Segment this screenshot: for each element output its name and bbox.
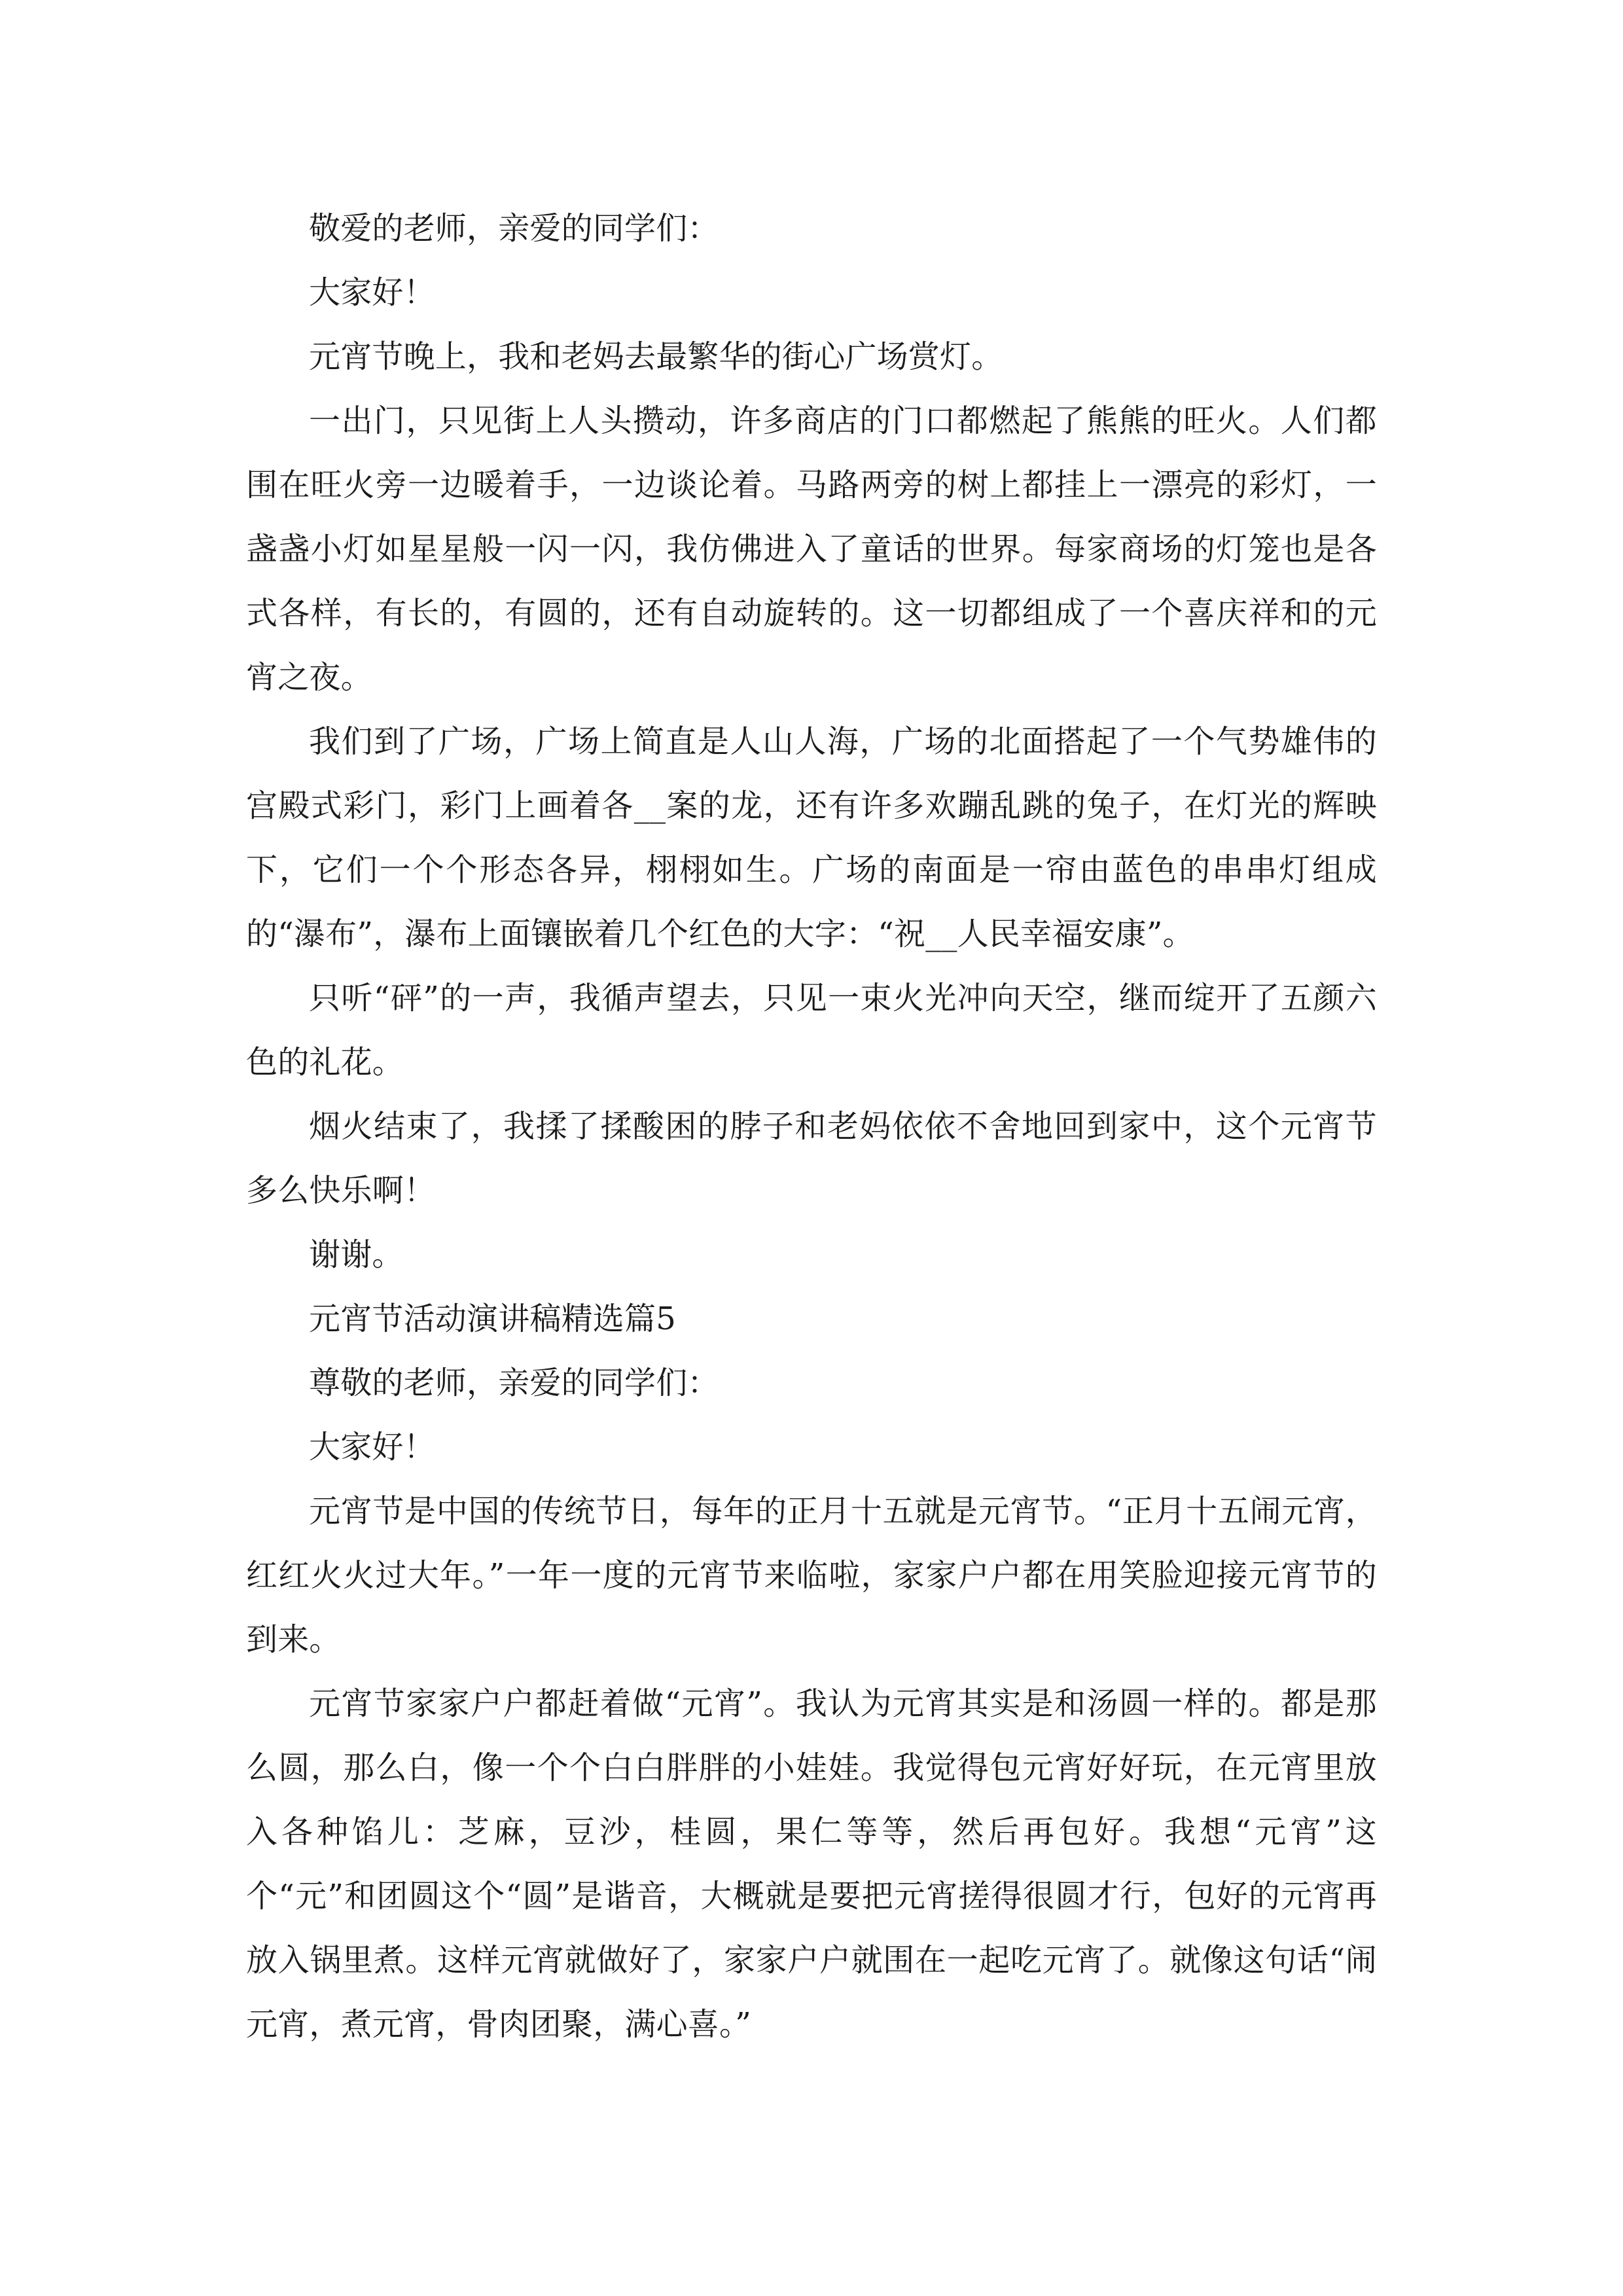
section-heading: 元宵节活动演讲稿精选篇5: [309, 1300, 676, 1337]
paragraph: 只听“砰”的一声，我循声望去，只见一束火光冲向天空，继而绽开了五颜六色的礼花。: [246, 980, 1377, 1081]
greeting: 大家好！: [309, 1429, 435, 1465]
salutation: 敬爱的老师，亲爱的同学们：: [309, 210, 719, 247]
paragraph: 一出门，只见街上人头攒动，许多商店的门口都燃起了熊熊的旺火。人们都围在旺火旁一边暖着手，一边谈论着。马路两旁的树上都挂上一漂亮的彩灯，一盏盏小灯如星星般一闪一闪，我仿佛进入了童话的世界。每家商场的灯笼也是各式各样，有长的，有圆的，还有自动旋转的。这一切都组成了一个喜庆祥和的元宵之夜。: [246, 403, 1377, 696]
paragraph: 烟火结束了，我揉了揉酸困的脖子和老妈依依不舍地回到家中，这个元宵节多么快乐啊！: [246, 1108, 1377, 1209]
paragraph: 我们到了广场，广场上简直是人山人海，广场的北面搭起了一个气势雄伟的宫殿式彩门，彩门上画着各__案的龙，还有许多欢蹦乱跳的兔子，在灯光的辉映下，它们一个个形态各异，栩栩如生。广场的南面是一帘由蓝色的串串灯组成的“瀑布”，瀑布上面镶嵌着几个红色的大字：“祝__人民幸福安康”。: [246, 723, 1377, 952]
paragraph: 元宵节晚上，我和老妈去最繁华的街心广场赏灯。: [309, 338, 1003, 375]
paragraph: 元宵节是中国的传统节日，每年的正月十五就是元宵节。“正月十五闹元宵，红红火火过大年。”一年一度的元宵节来临啦，家家户户都在用笑脸迎接元宵节的到来。: [246, 1493, 1377, 1658]
document-body: [246, 196, 1377, 2056]
paragraph: 元宵节家家户户都赶着做“元宵”。我认为元宵其实是和汤圆一样的。都是那么圆，那么白，像一个个白白胖胖的小娃娃。我觉得包元宵好好玩，在元宵里放入各种馅儿：芝麻，豆沙，桂圆，果仁等等，然后再包好。我想“元宵”这个“元”和团圆这个“圆”是谐音，大概就是要把元宵搓得很圆才行，包好的元宵再放入锅里煮。这样元宵就做好了，家家户户就围在一起吃元宵了。就像这句话“闹元宵，煮元宵，骨肉团聚，满心喜。”: [246, 1685, 1377, 2043]
closing: 谢谢。: [309, 1236, 404, 1273]
salutation: 尊敬的老师，亲爱的同学们：: [309, 1365, 719, 1401]
greeting: 大家好！: [309, 274, 435, 311]
